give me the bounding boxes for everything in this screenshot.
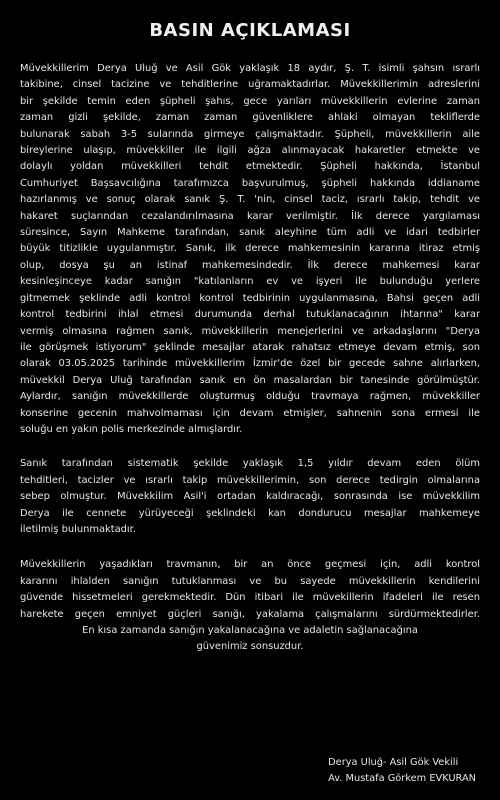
signature-line-1: Derya Uluğ- Asil Gök Vekili (328, 757, 459, 768)
paragraph-3 (20, 557, 480, 655)
paragraph-1-line: kontrol tedbirini ihlal etmesi durumunda derhal tutuklanacağının ihtarına" karar (20, 309, 480, 321)
paragraph-2-line: Sanık tarafından sistematik şekilde yaklaşık 1,5 yıldır devam eden ölüm (20, 458, 480, 470)
paragraph-1-line: bireylerine ulaşıp, müvekkiller ile ilgili ağza alınmayacak hakaretler etmekte ve (20, 145, 480, 157)
paragraph-3-line: En kısa zamanda sanığın yakalanacağına ve adaletin sağlanacağına (82, 625, 418, 636)
paragraph-1-line: hazırlanmış ve sonuç olarak sanık Ş. T. 'nin, cinsel taciz, ısrarlı takip, tehdit ve (20, 194, 480, 206)
paragraph-1-line: Müvekkillerim Derya Uluğ ve Asil Gök yaklaşık 18 aydır, Ş. T. isimli şahsın ısrarlı (20, 63, 480, 74)
paragraph-1-line: müvekkil Derya Uluğ tarafından sanık en ön masalardan bir tanesinde görülmüştür. (20, 374, 480, 386)
paragraph-1 (20, 61, 480, 438)
paragraph-1-line: olarak 03.05.2025 tarihinde müvekkillerim İzmir'de özel bir gecede sahne alırlarken, (20, 358, 480, 370)
paragraph-3-line: güvenimiz sonsuzdur. (196, 641, 304, 653)
paragraph-1-line: zaman gizli şekilde, zaman zaman güvenliklere ahlaki olmayan tekliflerde (20, 112, 480, 124)
paragraph-2-line: sebep olmuştur. Müvekkilim Asil'i ortadan kaldıracağı, sonrasında ise müvekkilim (20, 491, 480, 503)
paragraph-1-line: dolaylı yoldan müvekkilleri tehdit etmektedir. Şüpheli hakkında, İstanbul (20, 161, 480, 173)
paragraph-1-line: olup, dosya şu an istinaf mahkemesindedir. İlk derece mahkemesi karar (20, 259, 480, 271)
paragraph-3-line: güvende hissetmeleri gerekmektedir. Dün itibari ile müvekillerin ifadeleri ile resen (20, 592, 480, 604)
paragraph-3-line: kararını ihlalden sanığın tutuklanması ve bu sayede müvekkillerin kendilerini (20, 575, 480, 587)
signature-line-2: Av. Mustafa Görkem EVKURAN (328, 773, 476, 784)
paragraph-1-line: büyük titizlikle uygulanmıştır. Sanık, ilk derece mahkemesinin kararına itiraz etmiş (20, 243, 480, 255)
paragraph-1-line: bulunarak sabah 3-5 sularında girmeye çalışmaktadır. Şüpheli, müvekkillerin aile (20, 128, 480, 140)
document-title: BASIN AÇIKLAMASI (149, 20, 351, 41)
paragraph-1-line: ile görüşmek istiyorum" şeklinde mesajlar atarak rahatsız etmeye devam etmiş, son (20, 341, 480, 353)
paragraph-1-line: Aylardır, sanığın müvekkillerde oluşturmuş olduğu travmaya rağmen, müvekkiller (20, 391, 480, 403)
paragraph-1-line: kesinleşinceye kadar sanığın "katılanların ev ve işyeri ile bulunduğu yerlere (20, 276, 480, 288)
paragraph-2-line: tehditleri, tacizler ve ısrarlı takip müvekkillerimin, son derece tedirgin olmalarına (20, 474, 480, 486)
paragraph-2 (20, 456, 480, 538)
paragraph-3-line: Müvekkillerin yaşadıkları travmanın, bir an önce geçmesi için, adli kontrol (20, 559, 480, 571)
signature-block (328, 755, 476, 787)
paragraph-1-line: Cumhuriyet Başsavcılığına tarafımızca başvurulmuş, şüpheli hakkında iddianame (20, 177, 480, 189)
paragraph-1-line: soluğu en yakın polis merkezinde almışlardır. (20, 423, 243, 435)
paragraph-1-line: bir şekilde temin eden şüpheli şahıs, gece yarıları müvekkillerin evlerine zaman (20, 95, 480, 107)
paragraph-3-line: harekete geçen emniyet güçleri sanığı, yakalama çalışmalarını sürdürmektedirler. (20, 608, 480, 620)
paragraph-1-line: vermiş olmasına rağmen sanık, müvekkillerin menejerlerini ve arkadaşlarını "Derya (20, 325, 480, 337)
paragraph-2-line: Derya ile cennete yürüyeceği şeklindeki kan dondurucu mesajlar mahkemeye (20, 507, 480, 519)
paragraph-2-line: iletilmiş bulunmaktadır. (20, 523, 136, 535)
paragraph-1-line: süresince, Sayın Mahkeme tarafından, sanık aleyhine tüm adli ve idari tedbirler (20, 227, 480, 239)
paragraph-1-line: gitmemek şeklinde adli kontrol kontrol tedbirinin uygulanmasına, Bahsi geçen adli (20, 292, 480, 304)
paragraph-1-line: hakaret suçlarından cezalandırılmasına karar verilmiştir. İlk derece yargılaması (20, 210, 480, 222)
paragraph-1-line: konserine gecenin mahvolmaması için devam etmişler, sahnenin sona ermesi ile (20, 407, 480, 419)
paragraph-1-line: takibine, cinsel tacizine ve tehditlerine uğramaktadırlar. Müvekkillerimin adreslerini (20, 79, 480, 91)
